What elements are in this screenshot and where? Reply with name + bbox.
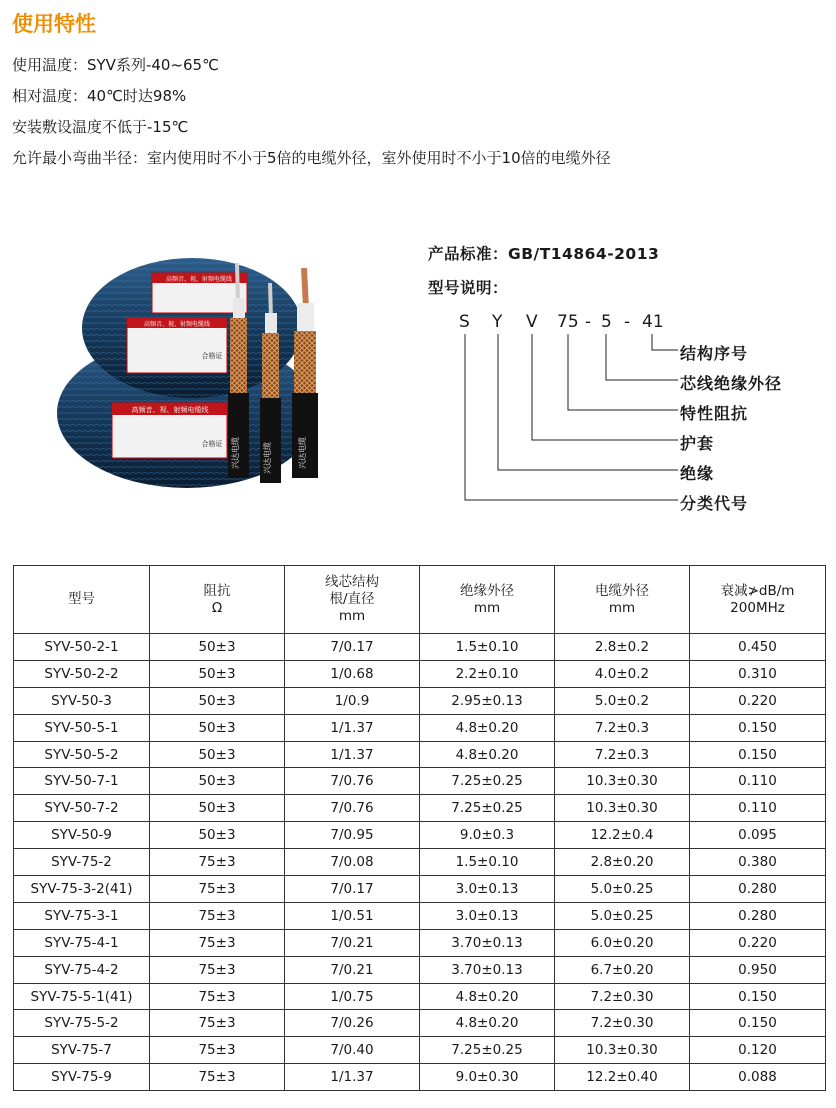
- cell-cable-od: 5.0±0.25: [555, 902, 690, 929]
- cell-model: SYV-75-3-2(41): [14, 876, 150, 903]
- cell-cable-od: 12.2±0.40: [555, 1064, 690, 1091]
- cell-attenuation: 0.120: [690, 1037, 826, 1064]
- table-row: [14, 983, 826, 1010]
- table-body: [14, 634, 826, 1091]
- label-category-code: 分类代号: [680, 494, 749, 513]
- cell-insulation-od: 7.25±0.25: [420, 795, 555, 822]
- cell-model: SYV-50-3: [14, 687, 150, 714]
- cell-impedance: 75±3: [150, 983, 285, 1010]
- code-char-v: V: [526, 312, 538, 332]
- cell-impedance: 75±3: [150, 1010, 285, 1037]
- table-row: [14, 768, 826, 795]
- code-char-dash-2: -: [624, 312, 631, 332]
- cell-core-structure: 7/0.76: [285, 795, 420, 822]
- property-install-temp: 安装敷设温度不低于-15℃: [12, 118, 189, 136]
- code-char-s: S: [459, 312, 470, 332]
- cell-core-structure: 7/0.17: [285, 876, 420, 903]
- cell-cable-od: 6.7±0.20: [555, 956, 690, 983]
- table-row: [14, 714, 826, 741]
- cell-attenuation: 0.088: [690, 1064, 826, 1091]
- table-row: [14, 687, 826, 714]
- table-row: [14, 1037, 826, 1064]
- cell-impedance: 75±3: [150, 849, 285, 876]
- svg-text:兴达电缆: 兴达电缆: [298, 437, 307, 469]
- table-row: [14, 929, 826, 956]
- cell-core-structure: 1/1.37: [285, 741, 420, 768]
- cell-core-structure: 7/0.21: [285, 956, 420, 983]
- cell-core-structure: 1/1.37: [285, 1064, 420, 1091]
- cell-impedance: 75±3: [150, 902, 285, 929]
- cell-attenuation: 0.150: [690, 741, 826, 768]
- cell-cable-od: 10.3±0.30: [555, 795, 690, 822]
- product-photo: [52, 243, 337, 498]
- cell-cable-od: 7.2±0.3: [555, 714, 690, 741]
- cell-cable-od: 12.2±0.4: [555, 822, 690, 849]
- cell-model: SYV-50-2-2: [14, 660, 150, 687]
- cell-cable-od: 7.2±0.3: [555, 741, 690, 768]
- cell-insulation-od: 1.5±0.10: [420, 634, 555, 661]
- header-insulation-od: 绝缘外径 mm: [420, 566, 555, 634]
- cell-core-structure: 7/0.95: [285, 822, 420, 849]
- cell-attenuation: 0.220: [690, 929, 826, 956]
- table-row: [14, 956, 826, 983]
- cell-attenuation: 0.450: [690, 634, 826, 661]
- cell-impedance: 50±3: [150, 768, 285, 795]
- section-title: 使用特性: [12, 11, 96, 36]
- cell-attenuation: 0.150: [690, 714, 826, 741]
- cell-impedance: 50±3: [150, 741, 285, 768]
- cell-attenuation: 0.380: [690, 849, 826, 876]
- cell-model: SYV-50-2-1: [14, 634, 150, 661]
- cell-insulation-od: 3.0±0.13: [420, 876, 555, 903]
- cell-cable-od: 5.0±0.2: [555, 687, 690, 714]
- cell-model: SYV-75-9: [14, 1064, 150, 1091]
- cell-impedance: 50±3: [150, 687, 285, 714]
- cell-core-structure: 1/0.68: [285, 660, 420, 687]
- model-code-diagram: [440, 306, 800, 516]
- cell-attenuation: 0.280: [690, 876, 826, 903]
- svg-text:高频音、视、射频电缆线: 高频音、视、射频电缆线: [165, 276, 233, 283]
- cell-cable-od: 10.3±0.30: [555, 1037, 690, 1064]
- header-attenuation: 衰减≯dB/m 200MHz: [690, 566, 826, 634]
- table-row: [14, 741, 826, 768]
- cell-core-structure: 1/1.37: [285, 714, 420, 741]
- code-char-y: Y: [492, 312, 503, 332]
- cell-cable-od: 5.0±0.25: [555, 876, 690, 903]
- property-humidity: 相对温度：40℃时达98%: [12, 87, 187, 105]
- label-impedance: 特性阻抗: [680, 404, 749, 423]
- cell-insulation-od: 4.8±0.20: [420, 714, 555, 741]
- cell-cable-od: 2.8±0.2: [555, 634, 690, 661]
- label-structure-seq: 结构序号: [680, 344, 749, 363]
- cell-insulation-od: 7.25±0.25: [420, 768, 555, 795]
- cell-insulation-od: 3.0±0.13: [420, 902, 555, 929]
- cell-model: SYV-50-7-1: [14, 768, 150, 795]
- cell-insulation-od: 4.8±0.20: [420, 1010, 555, 1037]
- cell-cable-od: 7.2±0.30: [555, 983, 690, 1010]
- cell-cable-od: 10.3±0.30: [555, 768, 690, 795]
- cell-insulation-od: 2.2±0.10: [420, 660, 555, 687]
- cell-core-structure: 7/0.76: [285, 768, 420, 795]
- table-row: [14, 634, 826, 661]
- table-row: [14, 795, 826, 822]
- cell-attenuation: 0.280: [690, 902, 826, 929]
- cell-model: SYV-75-5-1(41): [14, 983, 150, 1010]
- cell-model: SYV-75-7: [14, 1037, 150, 1064]
- cell-impedance: 50±3: [150, 714, 285, 741]
- cell-core-structure: 1/0.9: [285, 687, 420, 714]
- cell-insulation-od: 4.8±0.20: [420, 741, 555, 768]
- code-char-41: 41: [642, 312, 664, 332]
- table-row: [14, 660, 826, 687]
- cell-core-structure: 1/0.75: [285, 983, 420, 1010]
- cell-cable-od: 4.0±0.2: [555, 660, 690, 687]
- cell-model: SYV-75-4-2: [14, 956, 150, 983]
- cell-core-structure: 7/0.17: [285, 634, 420, 661]
- usage-properties: [12, 50, 812, 174]
- cell-core-structure: 7/0.26: [285, 1010, 420, 1037]
- header-core-structure: 线芯结构 根/直径 mm: [285, 566, 420, 634]
- cell-impedance: 50±3: [150, 822, 285, 849]
- cell-impedance: 75±3: [150, 1037, 285, 1064]
- svg-text:兴达电缆: 兴达电缆: [263, 442, 272, 474]
- cell-impedance: 75±3: [150, 876, 285, 903]
- cell-insulation-od: 1.5±0.10: [420, 849, 555, 876]
- cell-core-structure: 7/0.21: [285, 929, 420, 956]
- cell-impedance: 75±3: [150, 929, 285, 956]
- property-bend-radius: 允许最小弯曲半径：室内使用时不小于5倍的电缆外径，室外使用时不小于10倍的电缆外径: [12, 149, 611, 167]
- table-header-row: [14, 566, 826, 634]
- table-row: [14, 849, 826, 876]
- cell-cable-od: 6.0±0.20: [555, 929, 690, 956]
- cell-insulation-od: 2.95±0.13: [420, 687, 555, 714]
- cell-core-structure: 7/0.08: [285, 849, 420, 876]
- svg-text:高频音、视、射频电缆线: 高频音、视、射频电缆线: [143, 321, 211, 328]
- cell-model: SYV-50-7-2: [14, 795, 150, 822]
- table-row: [14, 822, 826, 849]
- cell-attenuation: 0.150: [690, 983, 826, 1010]
- cell-model: SYV-50-5-2: [14, 741, 150, 768]
- header-model: 型号: [14, 566, 150, 634]
- model-description-title: 型号说明：: [428, 279, 509, 297]
- label-sheath: 护套: [680, 434, 715, 453]
- svg-text:合格证: 合格证: [201, 440, 223, 448]
- cell-insulation-od: 3.70±0.13: [420, 929, 555, 956]
- cell-insulation-od: 7.25±0.25: [420, 1037, 555, 1064]
- cell-impedance: 50±3: [150, 795, 285, 822]
- cell-cable-od: 7.2±0.30: [555, 1010, 690, 1037]
- label-insulation: 绝缘: [680, 464, 715, 483]
- cell-cable-od: 2.8±0.20: [555, 849, 690, 876]
- table-row: [14, 876, 826, 903]
- header-cable-od: 电缆外径 mm: [555, 566, 690, 634]
- svg-text:合格证: 合格证: [201, 352, 223, 360]
- property-temperature: 使用温度：SYV系列-40~65℃: [12, 56, 219, 74]
- product-standard: 产品标准：GB/T14864-2013: [428, 245, 660, 263]
- cell-attenuation: 0.150: [690, 1010, 826, 1037]
- table-row: [14, 902, 826, 929]
- cell-attenuation: 0.950: [690, 956, 826, 983]
- code-char-dash-1: -: [585, 312, 592, 332]
- spec-table: [13, 565, 826, 1091]
- svg-text:兴达电缆: 兴达电缆: [231, 437, 240, 469]
- code-char-75: 75: [557, 312, 579, 332]
- cell-insulation-od: 3.70±0.13: [420, 956, 555, 983]
- cell-attenuation: 0.110: [690, 768, 826, 795]
- code-char-5: 5: [601, 312, 612, 332]
- cell-core-structure: 7/0.40: [285, 1037, 420, 1064]
- label-core-insulation-dia: 芯线绝缘外径: [680, 374, 783, 393]
- cell-model: SYV-75-5-2: [14, 1010, 150, 1037]
- cell-model: SYV-50-5-1: [14, 714, 150, 741]
- cell-attenuation: 0.110: [690, 795, 826, 822]
- cell-insulation-od: 9.0±0.3: [420, 822, 555, 849]
- svg-text:高频音、视、射频电缆线: 高频音、视、射频电缆线: [131, 406, 209, 414]
- cell-insulation-od: 4.8±0.20: [420, 983, 555, 1010]
- cell-model: SYV-75-4-1: [14, 929, 150, 956]
- header-impedance: 阻抗 Ω: [150, 566, 285, 634]
- cell-model: SYV-75-3-1: [14, 902, 150, 929]
- cell-impedance: 50±3: [150, 660, 285, 687]
- table-row: [14, 1064, 826, 1091]
- cell-insulation-od: 9.0±0.30: [420, 1064, 555, 1091]
- cell-impedance: 75±3: [150, 956, 285, 983]
- cell-attenuation: 0.310: [690, 660, 826, 687]
- cell-model: SYV-50-9: [14, 822, 150, 849]
- cell-core-structure: 1/0.51: [285, 902, 420, 929]
- cell-impedance: 75±3: [150, 1064, 285, 1091]
- cell-attenuation: 0.095: [690, 822, 826, 849]
- table-row: [14, 1010, 826, 1037]
- cell-model: SYV-75-2: [14, 849, 150, 876]
- cell-attenuation: 0.220: [690, 687, 826, 714]
- cell-impedance: 50±3: [150, 634, 285, 661]
